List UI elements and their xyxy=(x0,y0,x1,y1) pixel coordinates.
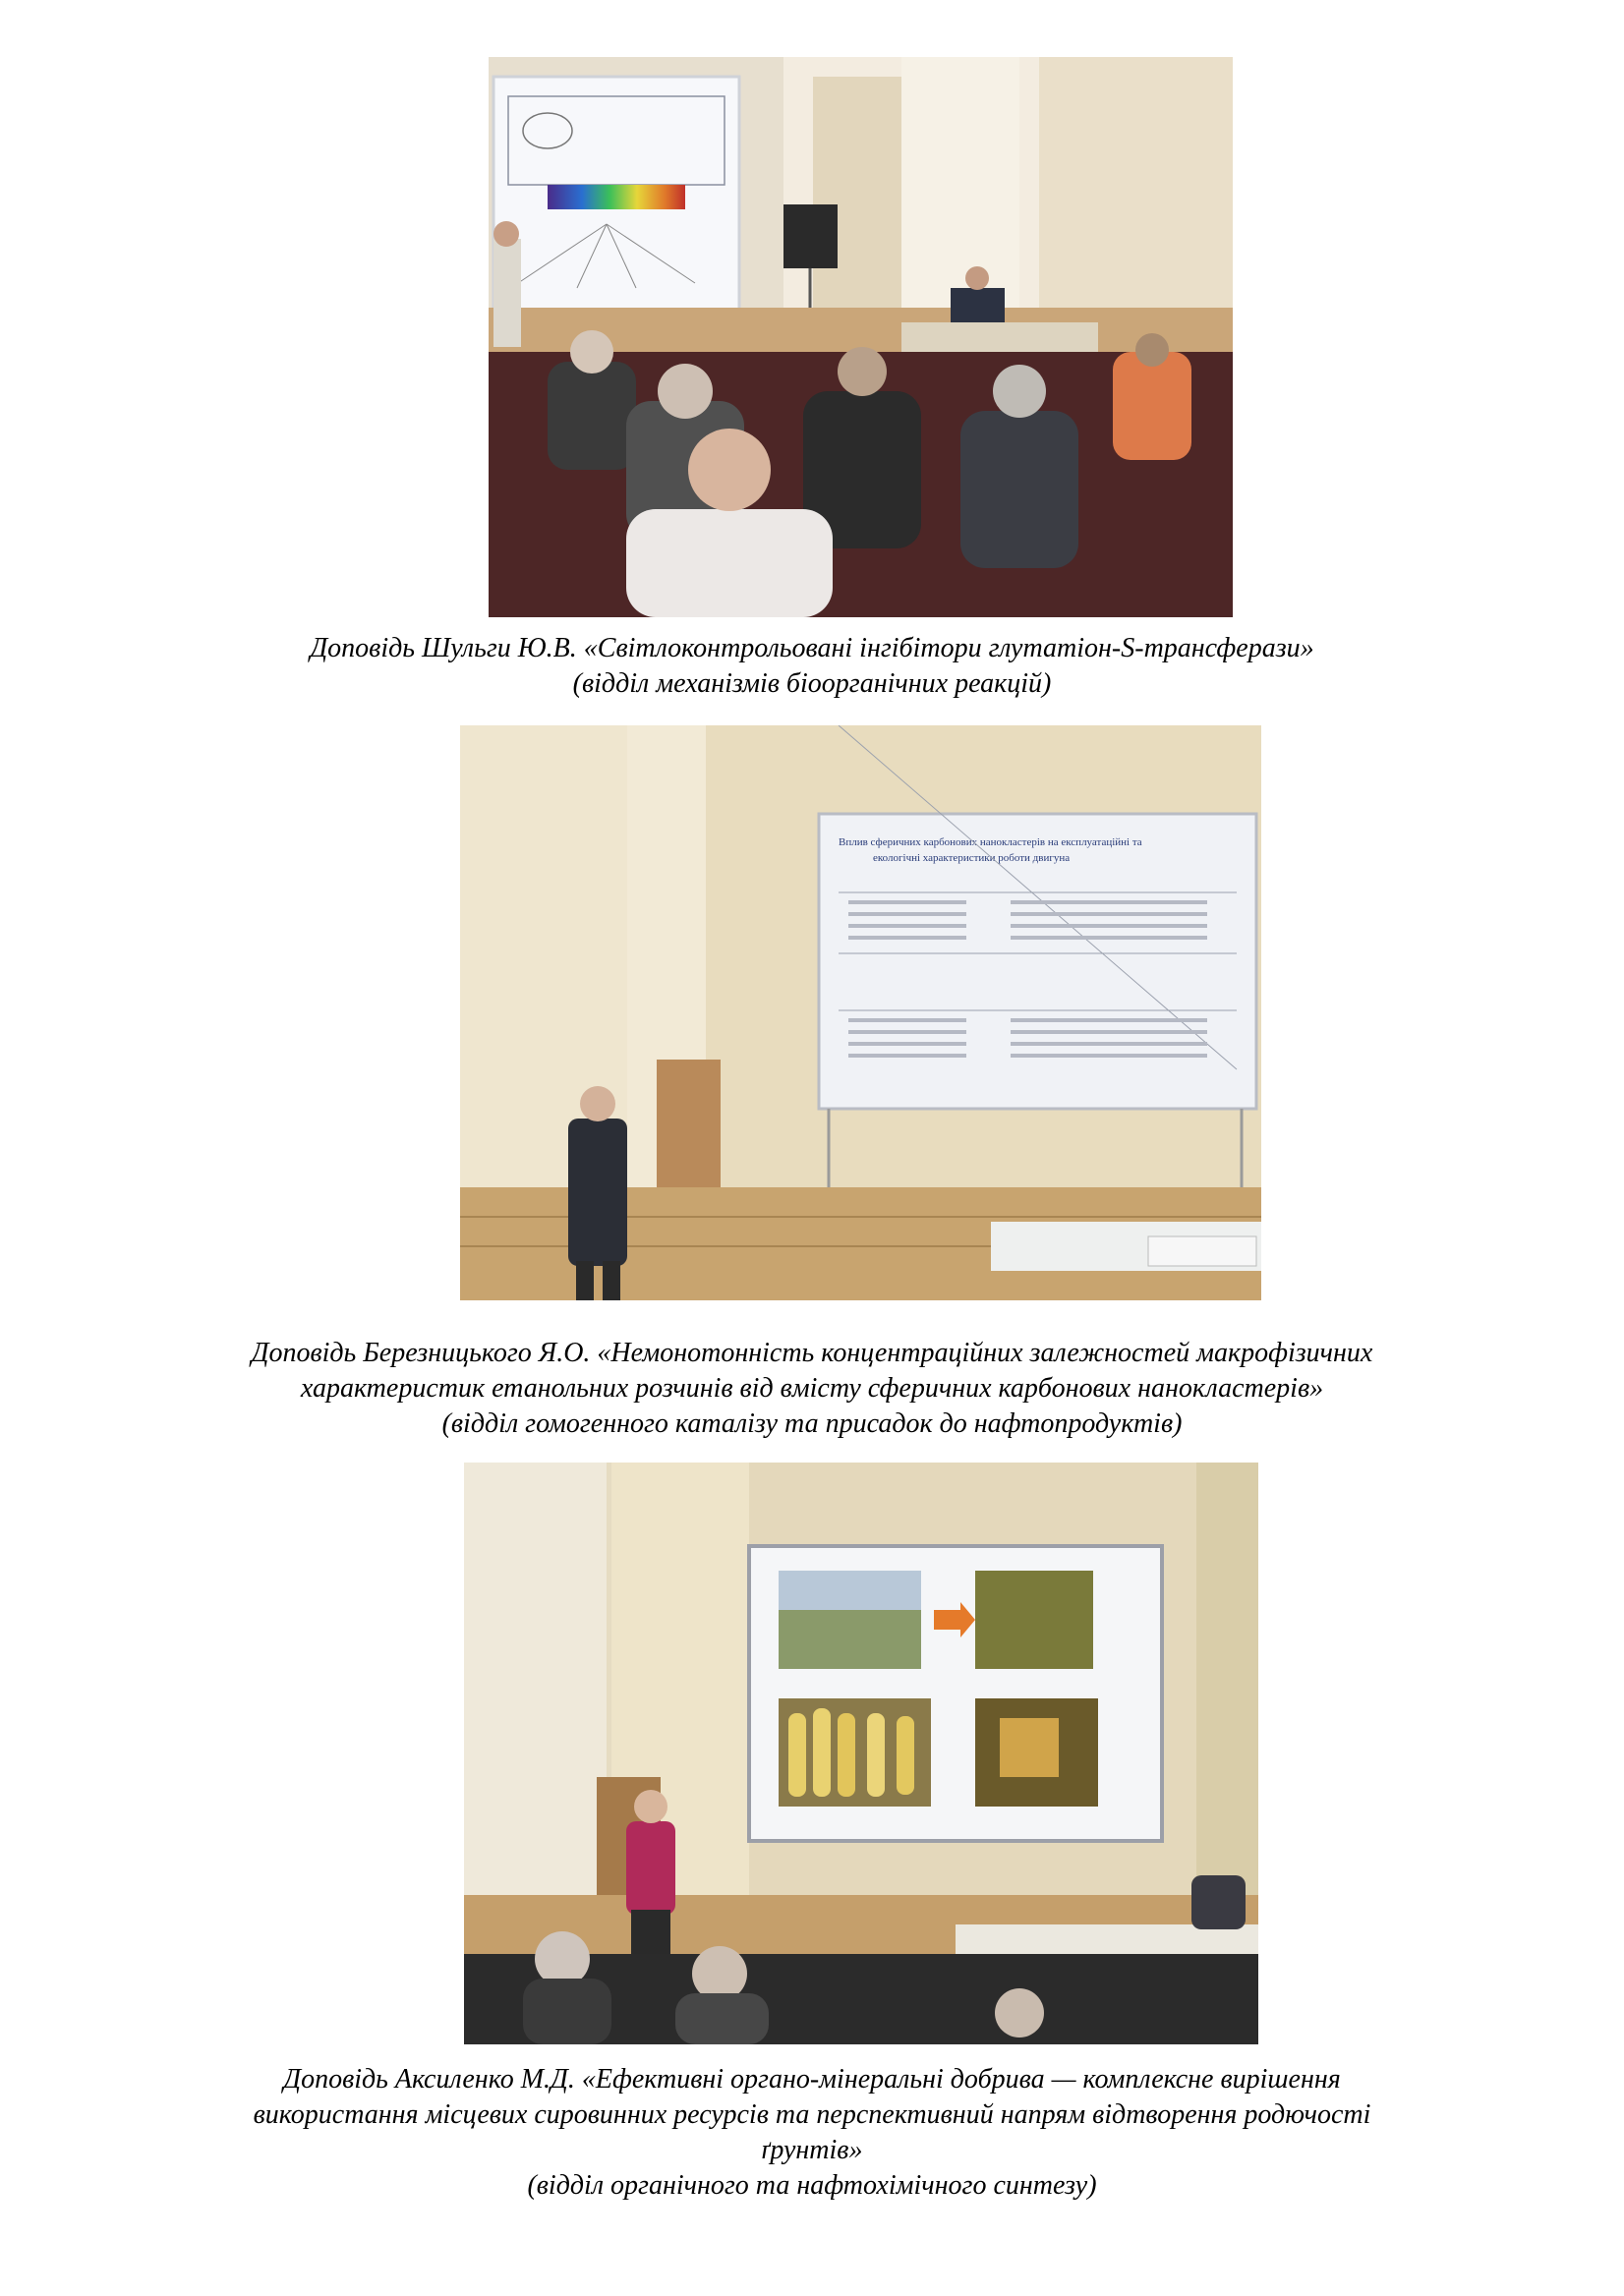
caption-2-line-3: (відділ гомогенного каталізу та присадок до нафтопродуктів) xyxy=(441,1408,1183,1439)
photo-lecture-3 xyxy=(464,1463,1258,2044)
caption-3-line-1: Доповідь Аксиленко М.Д. «Ефективні органо-мінеральні добрива — комплексне вирішення xyxy=(283,2064,1341,2095)
caption-2-line-1: Доповідь Березницького Я.О. «Немонотонність концентраційних залежностей макрофізичних xyxy=(251,1338,1373,1368)
photo-2-image xyxy=(460,725,1261,1300)
caption-3-line-2: використання місцевих сировинних ресурсів та перспективний напрям відтворення родючості xyxy=(253,2099,1371,2130)
caption-2 xyxy=(0,1336,1624,1442)
caption-3 xyxy=(0,2062,1624,2204)
slide-2-title-1: Вплив сферичних карбонових нанокластерів на експлуатаційні та xyxy=(839,836,1142,848)
caption-3-line-3: ґрунтів» xyxy=(761,2135,863,2165)
caption-1-line-2: (відділ механізмів біоорганічних реакцій) xyxy=(572,668,1052,699)
photo-lecture-1 xyxy=(489,57,1233,617)
photo-lecture-2 xyxy=(460,725,1261,1300)
slide-2-title-2: екологічні характеристики роботи двигуна xyxy=(873,852,1071,864)
caption-1-line-1: Доповідь Шульги Ю.В. «Світлоконтрольовані інгібітори глутатіон-S-трансферази» xyxy=(310,633,1314,663)
photo-3-image xyxy=(464,1463,1258,2044)
caption-1 xyxy=(0,631,1624,702)
photo-1-image xyxy=(489,57,1233,617)
caption-2-line-2: характеристик етанольних розчинів від вмісту сферичних карбонових нанокластерів» xyxy=(300,1373,1324,1404)
caption-3-line-4: (відділ органічного та нафтохімічного синтезу) xyxy=(527,2170,1097,2201)
